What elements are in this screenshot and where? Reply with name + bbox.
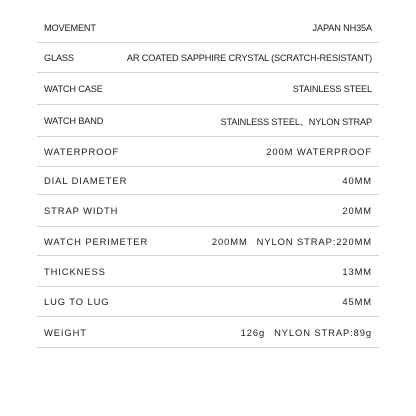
spec-row-strap-width	[37, 195, 379, 227]
spec-value: 45MM	[342, 296, 372, 307]
spec-value: STAINLESS STEEL	[292, 83, 372, 94]
spec-row-lug-to-lug	[37, 287, 379, 317]
spec-value: 200MM	[211, 235, 248, 247]
spec-value: 13MM	[342, 265, 372, 277]
spec-row-watch-case	[37, 73, 379, 105]
spec-value: STAINLESS STEEL、NYLON STRAP	[220, 116, 372, 127]
spec-label: GLASS	[44, 52, 74, 63]
spec-value: AR COATED SAPPHIRE CRYSTAL (SCRATCH-RESISTANT)	[126, 52, 372, 63]
spec-row-movement	[37, 14, 379, 43]
spec-label: WATERPROOF	[44, 146, 120, 157]
spec-row-glass	[37, 43, 379, 73]
spec-label: STRAP WIDTH	[44, 205, 119, 216]
spec-value: 40MM	[342, 175, 372, 186]
spec-value-nylon: NYLON STRAP:89g	[274, 326, 372, 338]
spec-row-waterproof	[37, 137, 379, 167]
spec-value-group	[212, 236, 372, 247]
spec-label: WEIGHT	[44, 326, 87, 338]
spec-label: LUG TO LUG	[44, 296, 110, 307]
spec-row-dial-diameter	[37, 167, 379, 195]
spec-row-watch-band	[37, 105, 379, 137]
spec-row-watch-perimeter	[37, 227, 379, 256]
spec-value-group	[241, 327, 372, 338]
spec-label: MOVEMENT	[44, 23, 96, 33]
spec-value-nylon: NYLON STRAP:220MM	[256, 235, 372, 247]
spec-label: WATCH PERIMETER	[44, 235, 149, 247]
spec-value: 200M WATERPROOF	[266, 146, 372, 157]
spec-row-thickness	[37, 256, 379, 287]
spec-value: JAPAN NH35A	[312, 23, 372, 33]
spec-label: WATCH CASE	[44, 83, 103, 94]
spec-value: 126g	[240, 326, 266, 338]
spec-row-weight	[37, 317, 379, 348]
spec-label: WATCH BAND	[44, 115, 104, 126]
spec-label: THICKNESS	[44, 265, 106, 277]
spec-label: DIAL DIAMETER	[44, 175, 128, 186]
spec-value: 20MM	[342, 205, 372, 216]
